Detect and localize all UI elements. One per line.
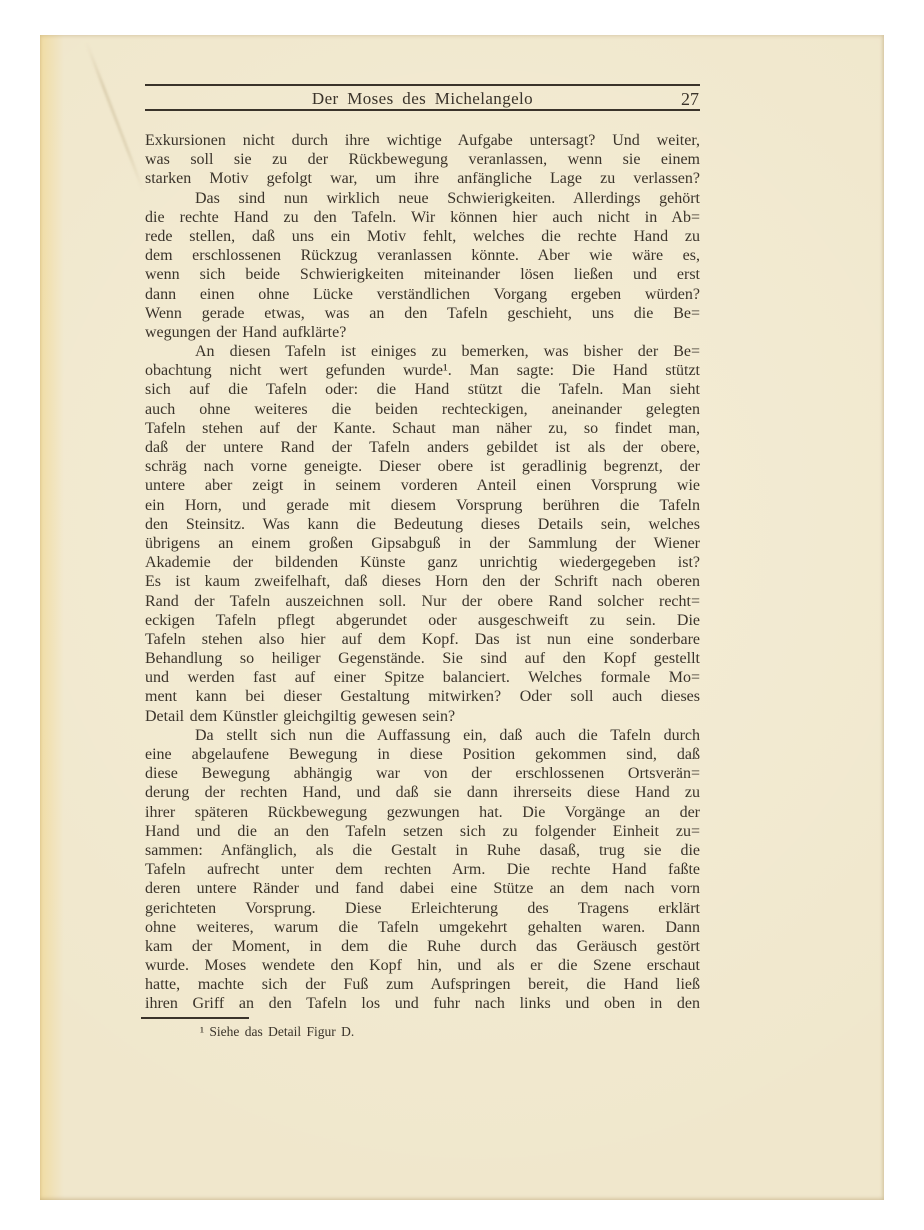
- text-line: Exkursionen nicht durch ihre wichtige Aufgabe untersagt? Und weiter,: [145, 132, 700, 149]
- book-page: [40, 35, 884, 1200]
- text-line: eckigen Tafeln pflegt abgerundet oder ausgeschweift zu sein. Die: [145, 611, 700, 629]
- text-line: Hand und die an den Tafeln setzen sich zu folgender Einheit zu=: [145, 822, 700, 840]
- text-line: dann einen ohne Lücke verständlichen Vorgang ergeben würden?: [145, 285, 700, 303]
- text-line: eine abgelaufene Bewegung in diese Position gekommen sind, daß: [145, 746, 700, 763]
- text-line: Wenn gerade etwas, was an den Tafeln geschieht, uns die Be=: [145, 304, 700, 322]
- text-line: rede stellen, daß uns ein Motiv fehlt, welches die rechte Hand zu: [145, 227, 700, 245]
- text-line: Es ist kaum zweifelhaft, daß dieses Horn den der Schrift nach oberen: [145, 573, 700, 591]
- text-line: sich auf die Tafeln oder: die Hand stützt die Tafeln. Man sieht: [145, 381, 700, 399]
- footnote-rule: [141, 1017, 249, 1019]
- text-line: Da stellt sich nun die Auffassung ein, daß auch die Tafeln durch: [195, 726, 700, 744]
- text-line: ment kann bei dieser Gestaltung mitwirken? Oder soll auch dieses: [145, 688, 700, 706]
- text-line: Rand der Tafeln auszeichnen soll. Nur der obere Rand solcher recht=: [145, 592, 700, 610]
- running-head-title: Der Moses des Michelangelo: [311, 89, 534, 108]
- text-line: Tafeln stehen also hier auf dem Kopf. Das ist nun eine sonderbare: [145, 630, 700, 648]
- text-line: Das sind nun wirklich neue Schwierigkeiten. Allerdings gehört: [195, 189, 700, 207]
- text-line: derung der rechten Hand, und daß sie dann ihrerseits diese Hand zu: [145, 784, 700, 802]
- text-line: den Steinsitz. Was kann die Bedeutung dieses Details sein, welches: [145, 515, 700, 533]
- text-line: obachtung nicht wert gefunden wurde¹. Man sagte: Die Hand stützt: [145, 362, 700, 380]
- text-line: ohne weiteres, warum die Tafeln umgekehrt gehalten waren. Dann: [145, 918, 700, 936]
- text-line: schräg nach vorne geneigte. Dieser obere ist geradlinig begrenzt, der: [145, 458, 700, 476]
- page-header: [145, 84, 700, 111]
- text-line: hatte, machte sich der Fuß zum Aufspringen bereit, die Hand ließ: [145, 976, 700, 994]
- text-line: sammen: Anfänglich, als die Gestalt in Ruhe dasaß, trug sie die: [145, 841, 700, 859]
- text-line: untere aber zeigt in seinem vorderen Anteil einen Vorsprung wie: [145, 477, 700, 495]
- body-text: [145, 131, 700, 1014]
- footnote: ¹ Siehe das Detail Figur D.: [200, 1023, 355, 1039]
- text-line: kam der Moment, in dem die Ruhe durch das Geräusch gestört: [145, 937, 700, 955]
- text-line: An diesen Tafeln ist einiges zu bemerken, was bisher der Be=: [195, 343, 700, 361]
- text-line: übrigens an einem großen Gipsabguß in der Sammlung der Wiener: [145, 534, 700, 552]
- text-line: starken Motiv gefolgt war, um ihre anfängliche Lage zu verlassen?: [145, 170, 700, 188]
- page-number: 27: [681, 89, 699, 109]
- text-line: Behandlung so heiliger Gegenstände. Sie sind auf den Kopf gestellt: [145, 650, 700, 668]
- text-line: was soll sie zu der Rückbewegung veranlassen, wenn sie einem: [145, 151, 700, 169]
- text-line: Tafeln stehen auf der Kante. Schaut man näher zu, so findet man,: [145, 419, 700, 437]
- text-line: daß der untere Rand der Tafeln anders gebildet ist als der obere,: [145, 439, 700, 456]
- text-line: Tafeln aufrecht unter dem rechten Arm. Die rechte Hand faßte: [145, 861, 700, 879]
- text-line: wegungen der Hand aufklärte?: [145, 323, 347, 341]
- text-line: ihren Griff an den Tafeln los und fuhr nach links und oben in den: [145, 995, 700, 1013]
- text-line: deren untere Ränder und fand dabei eine Stütze an dem nach vorn: [145, 880, 700, 898]
- text-line: die rechte Hand zu den Tafeln. Wir können hier auch nicht in Ab=: [145, 208, 700, 226]
- text-line: wenn sich beide Schwierigkeiten miteinander lösen ließen und erst: [145, 266, 700, 284]
- text-line: auch ohne weiteres die beiden rechteckigen, aneinander gelegten: [145, 400, 700, 418]
- text-line: und werden fast auf einer Spitze balanciert. Welches formale Mo=: [145, 669, 700, 687]
- text-column: [145, 35, 700, 1040]
- text-line: diese Bewegung abhängig war von der erschlossenen Ortsverän=: [145, 765, 700, 783]
- text-line: ihrer späteren Rückbewegung gezwungen hat. Die Vorgänge an der: [145, 803, 700, 821]
- page-crease: [85, 42, 144, 192]
- text-line: Detail dem Künstler gleichgiltig gewesen sein?: [145, 707, 456, 725]
- text-line: gerichteten Vorsprung. Diese Erleichterung des Tragens erklärt: [145, 899, 700, 917]
- text-line: Akademie der bildenden Künste ganz unrichtig wiedergegeben ist?: [145, 554, 700, 572]
- text-line: wurde. Moses wendete den Kopf hin, und als er die Szene erschaut: [145, 957, 700, 975]
- text-line: ein Horn, und gerade mit diesem Vorsprung berühren die Tafeln: [145, 496, 700, 514]
- text-line: dem erschlossenen Rückzug veranlassen könnte. Aber wie wäre es,: [145, 247, 700, 265]
